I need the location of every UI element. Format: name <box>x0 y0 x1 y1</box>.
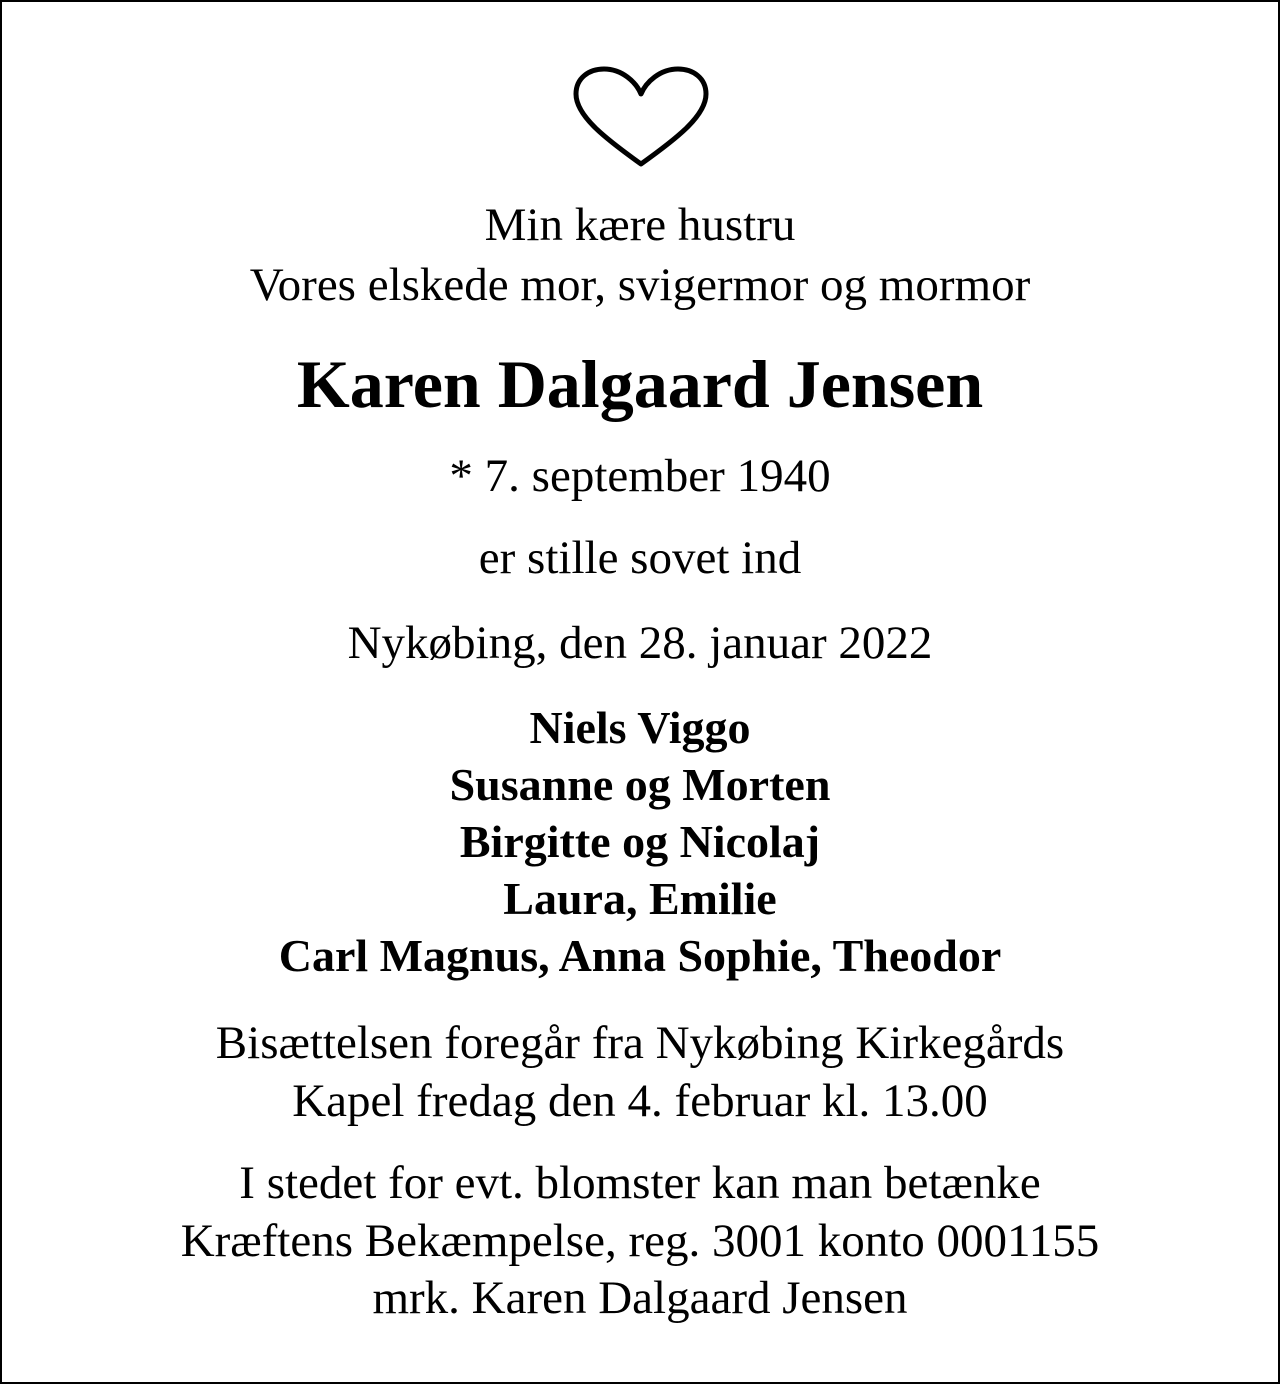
deceased-name: Karen Dalgaard Jensen <box>296 346 984 422</box>
birth-date: * 7. september 1940 <box>449 450 831 502</box>
family-line-1: Niels Viggo <box>529 702 751 753</box>
family-line-2: Susanne og Morten <box>449 759 831 810</box>
family-line-5: Carl Magnus, Anna Sophie, Theodor <box>278 930 1002 981</box>
service-line-2: Kapel fredag den 4. februar kl. 13.00 <box>292 1075 988 1127</box>
family-line-4: Laura, Emilie <box>503 873 777 924</box>
passing-phrase: er stille sovet ind <box>478 532 802 584</box>
place-and-date: Nykøbing, den 28. januar 2022 <box>347 617 933 669</box>
heart-icon <box>566 64 716 170</box>
intro-line-1: Min kære hustru <box>484 199 796 251</box>
intro-line-2: Vores elskede mor, svigermor og mormor <box>249 259 1031 311</box>
donation-line-1: I stedet for evt. blomster kan man betænke <box>239 1157 1041 1209</box>
donation-line-2: Kræftens Bekæmpelse, reg. 3001 konto 0001155 <box>180 1215 1100 1267</box>
service-line-1: Bisættelsen foregår fra Nykøbing Kirkegårds <box>215 1017 1065 1069</box>
donation-line-3: mrk. Karen Dalgaard Jensen <box>372 1272 908 1324</box>
family-line-3: Birgitte og Nicolaj <box>459 816 821 867</box>
